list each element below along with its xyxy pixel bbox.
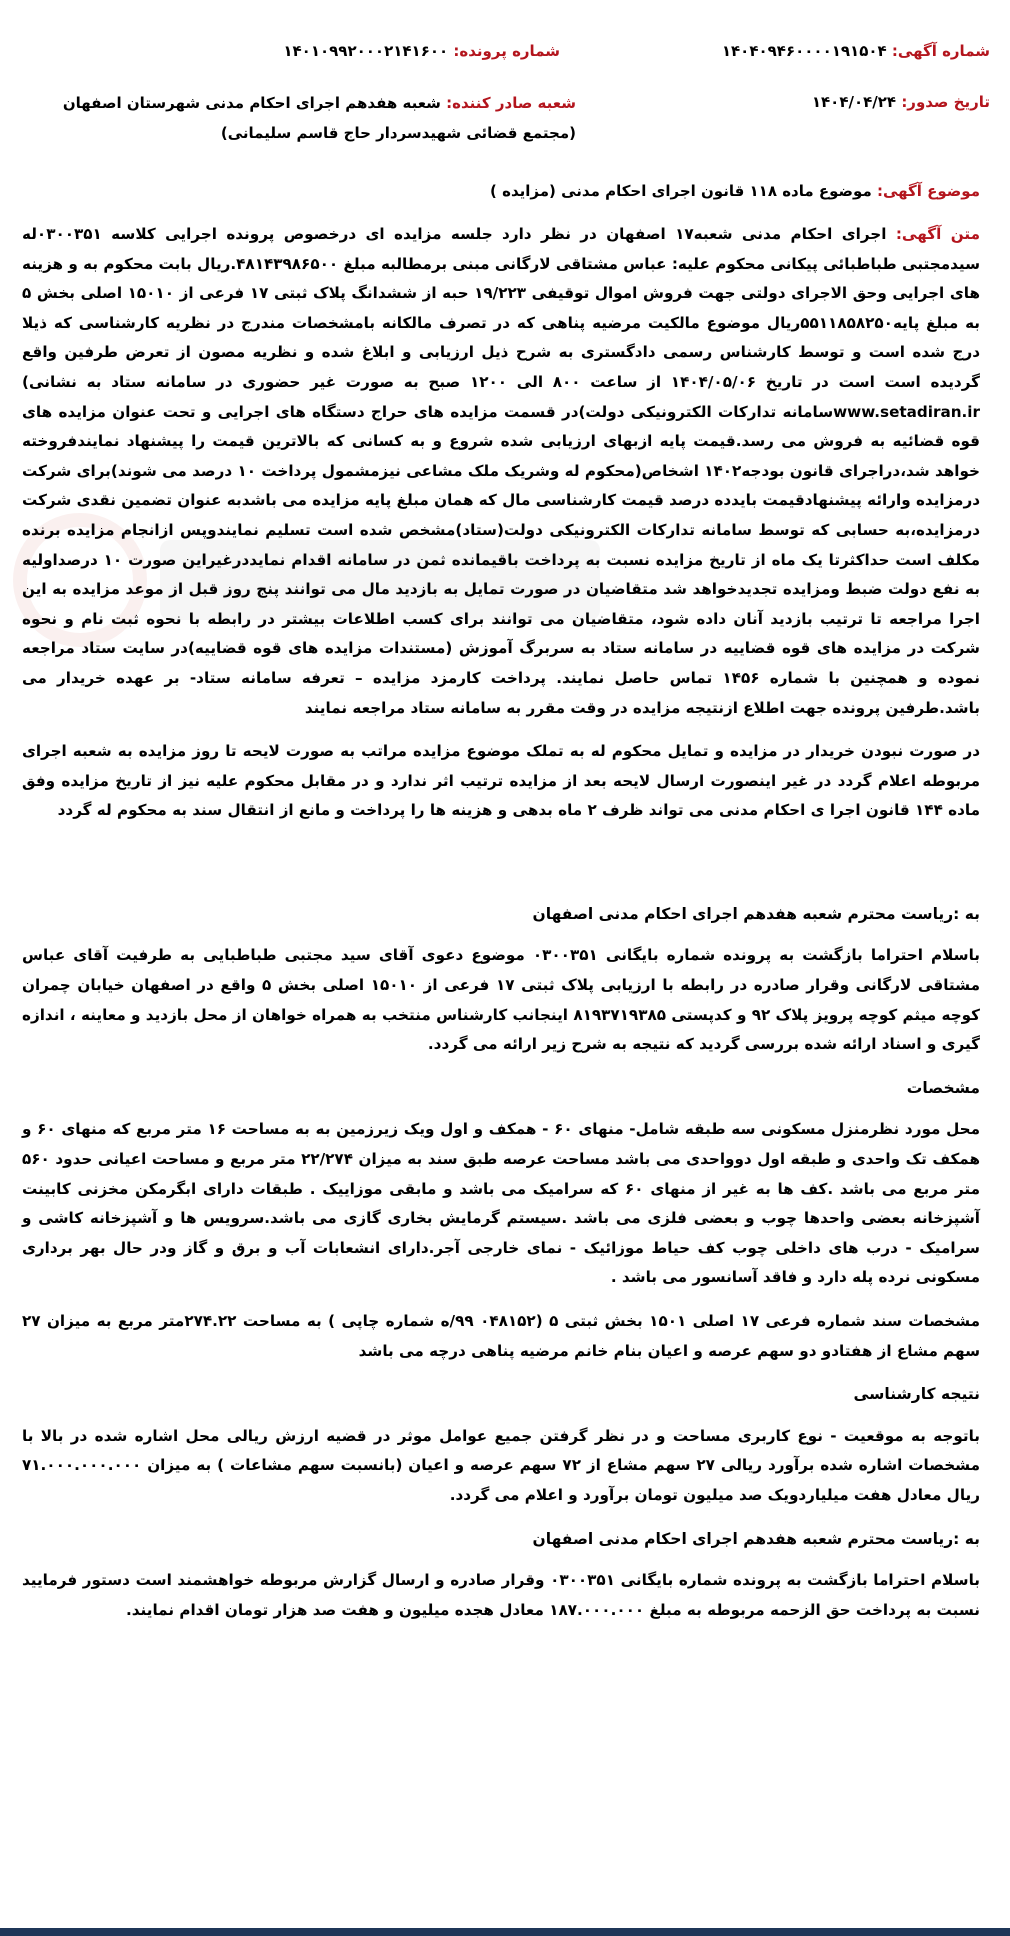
issuing-branch: شعبه صادر کننده: شعبه هفدهم اجرای احکام مدنی شهرستان اصفهان (مجتمع قضائی شهیدسردار حاج قاسم سلیمانی) [62, 94, 576, 142]
report-intro: باسلام احتراما بازگشت به پرونده شماره بایگانی ۰۳۰۰۳۵۱ موضوع دعوی آقای سید مجتبی طباطبایی به طرفیت آقای عباس مشتاقی لارگانی وقرار صادره در رابطه با ارزیابی پلاک ثبتی ۱۷ فرعی از ۱۵۰۱۰ اصلی بخش ۵ واقع در اصفهان خیابان چمران کوچه میثم کوچه پرویز پلاک ۹۲ و کدپستی ۸۱۹۳۷۱۹۳۸۵ اینجانب کارشناس منتخب به همراه خواهان از محل بازدید و معاینه ، اندازه گیری و اسناد ارائه شده بررسی گردید که نتیجه به شرح زیر ارائه می گردد. [22, 946, 980, 1054]
deed-text: مشخصات سند شماره فرعی ۱۷ اصلی ۱۵۰۱ بخش ثبتی ۵ (۰۴۸۱۵۲ ۹۹/ه شماره چاپی ) به مساحت ۲۷۴.۲۲متر مربع به میزان ۲۷ سهم مشاع از هفتادو دو سهم عرصه و اعیان بنام خانم مرضیه پناهی درچه می باشد [22, 1312, 981, 1360]
ad-text-paragraph-1: متن آگهی: اجرای احکام مدنی شعبه۱۷ اصفهان در نظر دارد جلسه مزایده ای درخصوص پرونده اجرایی کلاسه ۰۳۰۰۳۵۱له سیدمجتبی طباطبائی پیکانی محکوم علیه: عباس مشتاقی لارگانی مبنی برمطالبه مبلغ ۴۸۱۴۳۹۸۶۵۰۰.ریال بابت محکوم به و هزینه های اجرایی وحق الاجرای دولتی جهت فروش اموال توقیفی ۱۹/۲۲۳ حبه از ششدانگ پلاک ثبتی ۱۷ فرعی از ۱۵۰۱۰ اصلی بخش ۵ به مبلغ پایه۵۵۱۱۸۵۸۲۵۰ریال موضوع مالکیت مرضیه پناهی که در تصرف مالکانه بامشخصات مندرج در نظریه کارشناسی که ذیلا درج شده است و توسط کارشناس رسمی دادگستری به شرح ذیل ارزیابی و ابلاغ شده و نظریه مصون از تعرض طرفین واقع گردیده است است در تاریخ ۱۴۰۴/۰۵/۰۶ از ساعت ۸۰۰ الی ۱۲۰۰ صبح به صورت غیر حضوری در سامانه ستاد به نشانی) www.setadiran.irسامانه تدارکات الکترونیکی دولت)در قسمت مزایده های حراج دستگاه های اجرایی و تحت عنوان مزایده های قوه قضائیه به فروش می رسد.قیمت پایه ازبهای ارزیابی شده شروع و به کسانی که بالاترین قیمت را پیشنهاد نمایندفروخته خواهد شد،دراجرای قانون بودجه۱۴۰۲ اشخاص(محکوم له وشریک ملک مشاعی نیزمشمول پرداخت ۱۰ درصد می شوند)برای شرکت درمزایده وارائه پیشنهادقیمت بایدده درصد قیمت کارشناسی مال که همان مبلغ پایه مزایده می باشدبه عنوان تضمین نقدی شرکت درمزایده،به حسابی که توسط سامانه تدارکات الکترونیکی دولت(ستاد)مشخص شده است تسلیم نمایندوپس ازانجام مزایده برنده مکلف است حداکثرتا یک ماه از تاریخ مزایده نسبت به پرداخت باقیمانده ثمن در سامانه اقدام نمایددرغیراین صورت ۱۰ درصداولیه به نفع دولت ضبط ومزایده تجدیدخواهد شد متقاضیان در صورت تمایل به بازدید مال می توانند پنج روز قبل از موعد مزایده به این اجرا مراجعه تا ترتیب بازدید آنان داده شود، متقاضیان می توانند برای کسب اطلاعات بیشتر در رابطه با نحوه ثبت نام و نحوه شرکت در مزایده های قوه قضاییه در سامانه ستاد به سربرگ آموزش (مستندات مزایده های قوه قضاییه)در سایت ستاد مراجعه نموده و همچنین با شماره ۱۴۵۶ تماس حاصل نمایند. پرداخت کارمزد مزایده – تعرفه سامانه ستاد- بر عهده خریدار می باشد.طرفین پرونده جهت اطلاع ازنتیجه مزایده در وقت مقرر به سامانه ستاد مراجعه نمایند [22, 225, 981, 717]
bottom-bar [0, 1928, 1010, 1936]
case-number: شماره پرونده: ۱۴۰۱۰۹۹۲۰۰۰۲۱۴۱۶۰۰ [283, 42, 560, 60]
report-addressee: به :ریاست محترم شعبه هفدهم اجرای احکام مدنی اصفهان [532, 904, 980, 923]
notice-body [22, 220, 980, 1639]
result-heading: نتیجه کارشناسی [853, 1385, 980, 1404]
ad-number: شماره آگهی: ۱۴۰۴۰۹۴۶۰۰۰۰۱۹۱۵۰۴ [721, 42, 990, 60]
issue-date: تاریخ صدور: ۱۴۰۴/۰۴/۲۴ [811, 93, 990, 111]
letter2-text: باسلام احتراما بازگشت به پرونده شماره بایگانی ۰۳۰۰۳۵۱ وقرار صادره و ارسال گزارش مربوطه خواهشمند است دستور فرمایید نسبت به پرداخت حق الزحمه مربوطه به مبلغ ۱۸۷.۰۰۰.۰۰۰ معادل هجده میلیون و هفت صد هزار تومان اقدام نمایند. [22, 1571, 980, 1619]
specs-heading: مشخصات [906, 1078, 980, 1097]
specs-text: محل مورد نظرمنزل مسکونی سه طبقه شامل- منهای ۶۰ - همکف و اول ویک زیرزمین به به مساحت ۱۶ متر مربع که منهای ۶۰ و همکف تک واحدی و طبقه اول دوواحدی می باشد مساحت عرصه طبق سند به میزان ۲۲/۲۷۴ متر مربع و مساحت اعیانی حدود ۵۶۰ متر مربع می باشد .کف ها به غیر از منهای ۶۰ که سرامیک می باشد و مابقی موزاییک . طبقات دارای ابگرمکن مخزنی کابینت آشپزخانه بعضی واحدها چوب و بعضی فلزی می باشد .سیستم گرمایش بخاری گازی می باشد.سرویس ها و آشپزخانه کاشی و سرامیک - درب های داخلی چوب کف حیاط موزائیک - نمای خارجی آجر.دارای انشعابات آب و برق و گاز ودر حال بهر برداری مسکونی نرده پله دارد و فاقد آسانسور می باشد . [22, 1120, 980, 1287]
ad-text-paragraph-2: در صورت نبودن خریدار در مزایده و تمایل محکوم له به تملک موضوع مزایده مراتب به صورت لایحه تا روز مزایده به شعبه اجرای مربوطه اعلام گردد در غیر اینصورت ارسال لایحه بعد از مزایده ترتیب اثر ندارد و در مقابل محکوم علیه نیز از تاریخ مزایده وفق ماده ۱۴۴ قانون اجرا ی احکام مدنی می تواند ظرف ۲ ماه بدهی و هزینه ها را پرداخت و مانع از انتقال سند به محکوم له گردد [22, 742, 980, 820]
notice-subject: موضوع آگهی: موضوع ماده ۱۱۸ قانون اجرای احکام مدنی (مزایده ) [490, 182, 980, 200]
result-text: باتوجه به موقعیت - نوع کاربری مساحت و در نظر گرفتن جمیع عوامل موثر در قضیه ارزش ریالی محل اشاره شده در بالا با مشخصات اشاره شده برآورد ریالی ۲۷ سهم مشاع از ۷۲ سهم عرصه و اعیان (بانسبت سهم مشاعات ) به میزان ۷۱.۰۰۰.۰۰۰.۰۰۰ ریال معادل هفت میلیاردویک صد میلیون تومان برآورد و اعلام می گردد. [22, 1426, 980, 1504]
letter2-addressee: به :ریاست محترم شعبه هفدهم اجرای احکام مدنی اصفهان [532, 1529, 980, 1548]
